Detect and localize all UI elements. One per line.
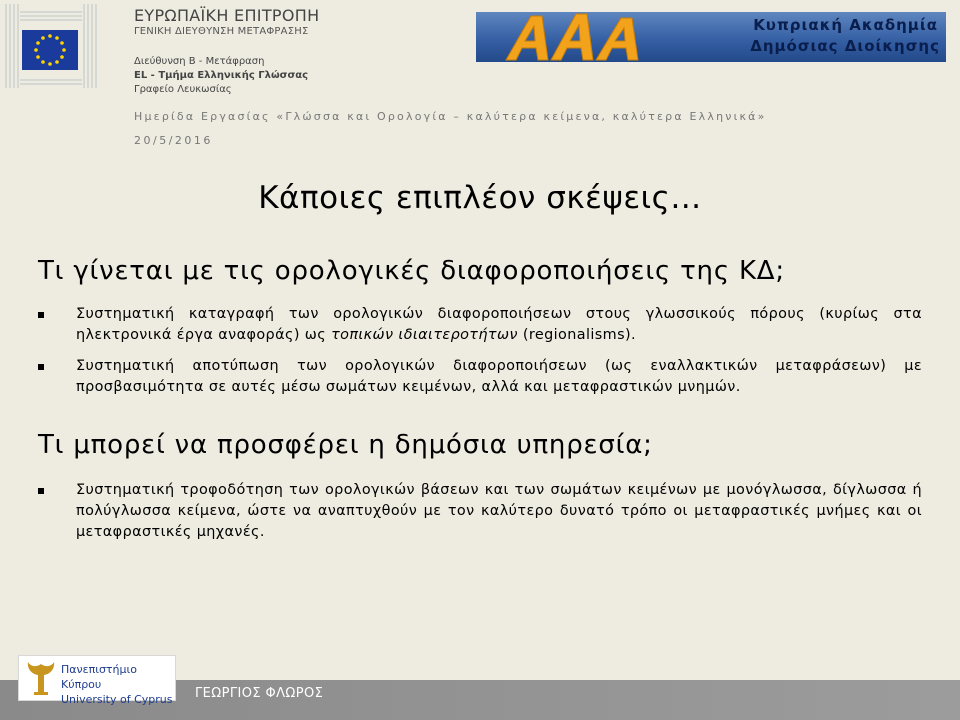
dept-line-2: EL - Τμήμα Ελληνικής Γλώσσας <box>134 70 309 81</box>
dept-line-3: Γραφείο Λευκωσίας <box>134 84 232 95</box>
cypa-line-1: Κυπριακή Ακαδημία <box>753 16 938 34</box>
bullet-item-1 <box>38 304 922 346</box>
eu-department <box>134 55 308 97</box>
bullet-square-icon <box>38 312 44 318</box>
bullet-square-icon <box>38 364 44 370</box>
section-heading-1: Τι γίνεται με τις ορολογικές διαφοροποιήσεις της ΚΔ; <box>38 256 785 286</box>
bullet-1-italic: τοπικών ιδιαιτεροτήτων <box>331 327 518 343</box>
bullet-1-text-a: Συστηματική καταγραφή των ορολογικών διαφοροποιήσεων στους γλωσσικούς πόρους (κυρίως στα ηλεκτρονικά έργα αναφοράς) ως <box>76 306 922 343</box>
event-title: Ημερίδα Εργασίας «Γλώσσα και Ορολογία – καλύτερα κείμενα, καλύτερα Ελληνικά» <box>134 110 767 123</box>
event-date: 20/5/2016 <box>134 134 213 147</box>
ucy-name <box>61 662 175 707</box>
bullet-text-1 <box>76 304 922 346</box>
university-of-cyprus-logo <box>18 655 176 706</box>
eu-header <box>134 6 319 39</box>
section-heading-2: Τι μπορεί να προσφέρει η δημόσια υπηρεσία; <box>38 430 653 460</box>
ucy-emblem-icon <box>24 658 58 698</box>
ucy-line-1: Πανεπιστήμιο Κύπρου <box>61 663 137 691</box>
eu-commission-logo-icon <box>0 0 120 92</box>
slide-title: Κάποιες επιπλέον σκέψεις… <box>258 180 702 216</box>
cypa-aaa-logo-icon <box>476 12 676 62</box>
dept-line-1: Διεύθυνση Β - Μετάφραση <box>134 56 265 67</box>
eu-subtitle: ΓΕΝΙΚΗ ΔΙΕΥΘΥΝΣΗ ΜΕΤΑΦΡΑΣΗΣ <box>134 26 309 37</box>
bullet-item-3 <box>38 480 922 543</box>
bullet-1-text-b: (regionalisms). <box>517 327 636 343</box>
bullet-text-3: Συστηματική τροφοδότηση των ορολογικών βάσεων και των σωμάτων κειμένων με μονόγλωσσα, δίγλωσσα ή πολύγλωσσα κείμενα, ώστε να αναπτυχθούν με τον καλύτερο δυνατό τρόπο οι μεταφραστικές μνήμες και οι μεταφραστικές μηχανές. <box>76 482 922 540</box>
bullet-text-2: Συστηματική αποτύπωση των ορολογικών διαφοροποιήσεων (ως εναλλακτικών μεταφράσεων) με προσβασιμότητα σε αυτές μέσω σωμάτων κειμένων, αλλά και μεταφραστικών μνημών. <box>76 358 922 395</box>
bullet-square-icon <box>38 488 44 494</box>
footer-author: ΓΕΩΡΓΙΟΣ ΦΛΩΡΟΣ <box>195 686 324 701</box>
cypa-name <box>750 15 938 57</box>
eu-title: ΕΥΡΩΠΑΪΚΗ ΕΠΙΤΡΟΠΗ <box>134 6 320 25</box>
cypa-line-2: Δημόσιας Διοίκησης <box>750 37 940 55</box>
ucy-line-2: University of Cyprus <box>61 693 173 706</box>
cypa-banner <box>476 12 946 62</box>
bullet-item-2 <box>38 356 922 398</box>
